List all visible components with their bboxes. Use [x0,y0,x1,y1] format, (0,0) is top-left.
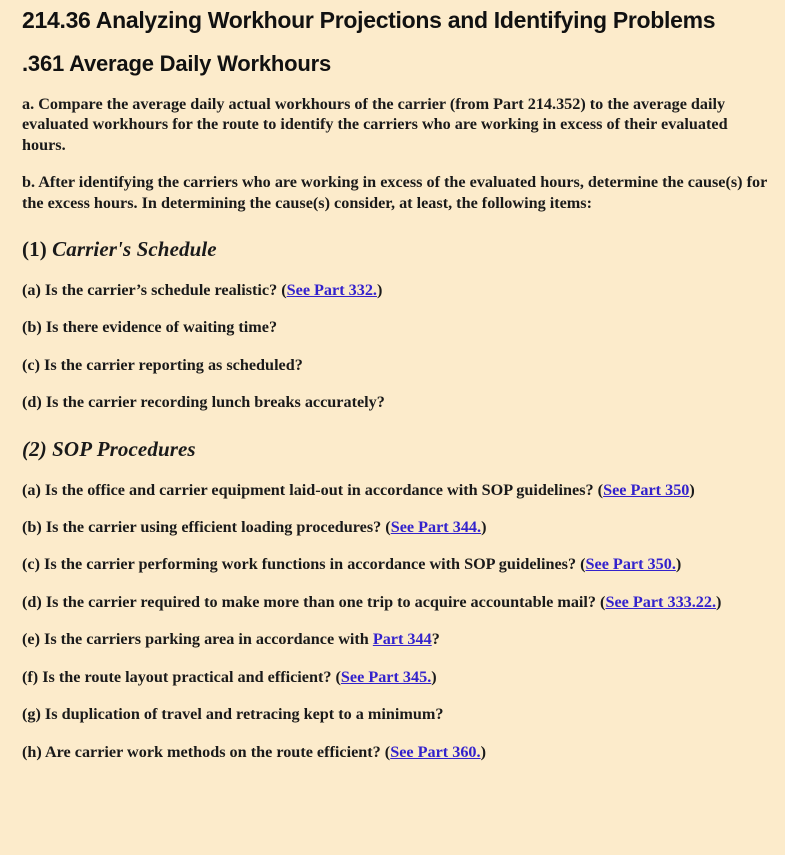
reference-link[interactable]: See Part 350 [603,480,690,499]
question-text: Is the office and carrier equipment laid-out in accordance with SOP guidelines? ( [40,480,604,499]
question-item [22,554,771,574]
numbered-sections [22,237,771,762]
question-text-suffix: ) [675,555,682,574]
question-label: (c) [22,355,40,374]
question-label: (a) [22,480,41,499]
question-text: Is the route layout practical and efficient? ( [38,667,341,686]
section-title: SOP Procedures [52,436,196,461]
reference-link[interactable]: Part 344 [372,630,432,649]
question-item [22,704,771,724]
question-item [22,517,771,537]
question-item [22,592,771,612]
section-title: Carrier's Schedule [52,237,217,262]
question-text-suffix: ? [431,630,440,649]
reference-link[interactable]: See Part 350. [585,555,676,574]
question-item [22,317,771,337]
reference-link[interactable]: See Part 360. [390,742,481,761]
section-heading [22,237,771,262]
question-label: (b) [22,318,42,337]
question-label: (c) [22,555,40,574]
section-number: (2) [22,436,47,461]
question-text-suffix: ) [689,480,695,499]
question-text: Is the carriers parking area in accordance with [39,630,373,649]
question-text: Is the carrier recording lunch breaks accurately? [41,393,385,412]
question-text: Is the carrier performing work functions in accordance with SOP guidelines? ( [39,555,586,574]
reference-link[interactable]: See Part 332. [286,281,377,300]
section-number: (1) [22,237,47,262]
reference-link[interactable]: See Part 333.22. [605,592,717,611]
question-item [22,355,771,375]
question-label: (a) [22,281,41,300]
question-label: (d) [22,592,42,611]
question-text: Is the carrier required to make more than one trip to acquire accountable mail? ( [41,592,606,611]
question-label: (f) [22,667,39,686]
question-label: (h) [22,742,42,761]
question-text-suffix: ) [481,518,487,537]
question-item [22,392,771,412]
question-label: (b) [22,518,42,537]
question-item [22,629,771,649]
reference-link[interactable]: See Part 344. [390,518,482,537]
question-label: (g) [22,705,41,724]
paragraph-a: a. Compare the average daily actual workhours of the carrier (from Part 214.352) to the average daily evaluated workhours for the route to identify the carriers who are working in excess of their evaluated hours. [22,95,728,154]
question-text: Is the carrier using efficient loading procedures? ( [41,518,391,537]
paragraph-b: b. After identifying the carriers who are working in excess of the evaluated hours, determine the cause(s) for the excess hours. In determining the cause(s) consider, at least, the following items: [22,173,767,212]
question-text-suffix: ) [716,592,722,611]
section-heading [22,437,771,462]
section-subtitle: .361 Average Daily Workhours [22,51,332,76]
question-text: Is the carrier reporting as scheduled? [39,355,303,374]
question-text-suffix: ) [431,667,437,686]
reference-link[interactable]: See Part 345. [340,667,432,686]
question-text-suffix: ) [480,742,486,761]
question-item [22,480,771,500]
question-item [22,742,771,762]
question-label: (e) [22,630,40,649]
question-text: Is there evidence of waiting time? [41,318,278,337]
page-title: 214.36 Analyzing Workhour Projections and Identifying Problems [22,7,716,33]
question-text: Are carrier work methods on the route efficient? ( [41,742,391,761]
question-text: Is the carrier’s schedule realistic? ( [40,281,287,300]
question-item [22,280,771,300]
question-label: (d) [22,393,42,412]
question-item [22,667,771,687]
question-text: Is duplication of travel and retracing kept to a minimum? [40,705,444,724]
question-text-suffix: ) [376,281,383,300]
